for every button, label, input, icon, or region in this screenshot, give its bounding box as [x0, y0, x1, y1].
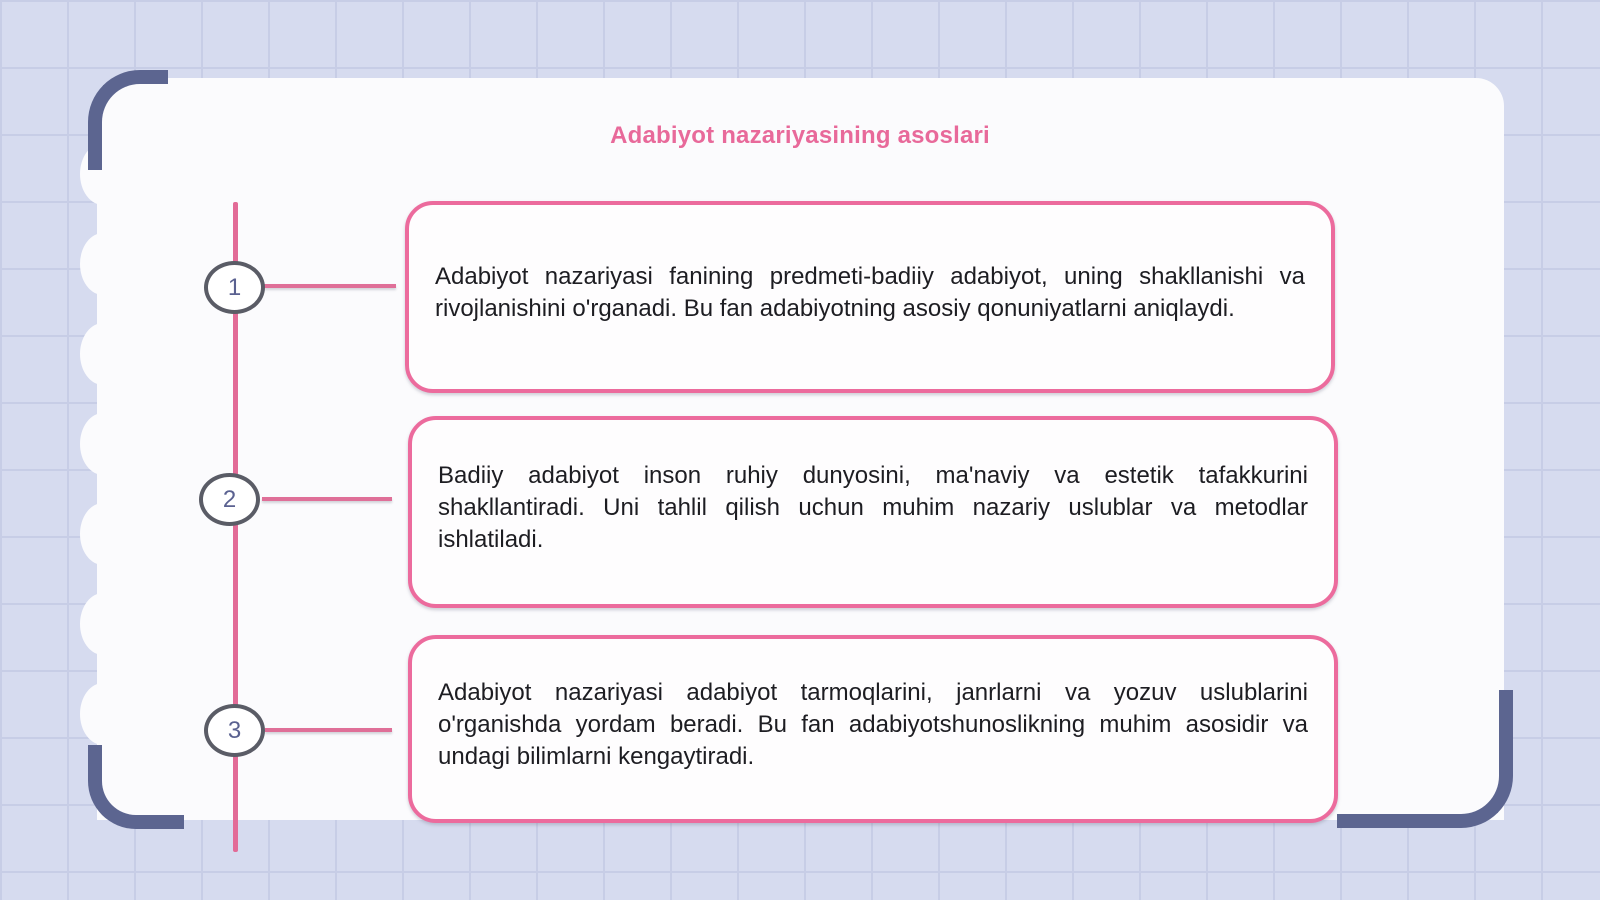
timeline-card-2	[408, 416, 1338, 608]
corner-bracket-top-left	[88, 70, 168, 170]
timeline-card-3	[408, 635, 1338, 823]
paper-scallop	[80, 593, 126, 655]
timeline-connector-3	[265, 728, 392, 732]
paper-scallop	[80, 323, 126, 385]
timeline-marker-1: 1	[204, 261, 265, 314]
timeline-connector-2	[262, 497, 392, 501]
timeline-card-text-1: Adabiyot nazariyasi fanining predmeti-badiiy adabiyot, uning shakllanishi va rivojlanishini o'rganadi. Bu fan adabiyotning asosiy qonuniyatlarni aniqlaydi.	[435, 263, 1305, 322]
paper-scallop	[80, 503, 126, 565]
timeline-card-1	[405, 201, 1335, 393]
timeline-connector-1	[264, 284, 396, 288]
paper-scallop	[80, 683, 126, 745]
timeline-marker-3: 3	[204, 704, 265, 757]
timeline-marker-2: 2	[199, 473, 260, 526]
timeline-card-text-3: Adabiyot nazariyasi adabiyot tarmoqlarini, janrlarni va yozuv uslublarini o'rganishda yordam beradi. Bu fan adabiyotshunoslikning muhim asosidir va undagi bilimlarni kengaytiradi.	[438, 679, 1308, 770]
timeline-card-text-2: Badiiy adabiyot inson ruhiy dunyosini, ma'naviy va estetik tafakkurini shakllantiradi. Uni tahlil qilish uchun muhim nazariy uslublar va metodlar ishlatiladi.	[438, 462, 1308, 553]
paper-scallop	[80, 233, 126, 295]
slide-title: Adabiyot nazariyasining asoslari	[610, 122, 990, 149]
paper-scallop	[80, 413, 126, 475]
corner-bracket-bottom-right	[1337, 690, 1513, 828]
